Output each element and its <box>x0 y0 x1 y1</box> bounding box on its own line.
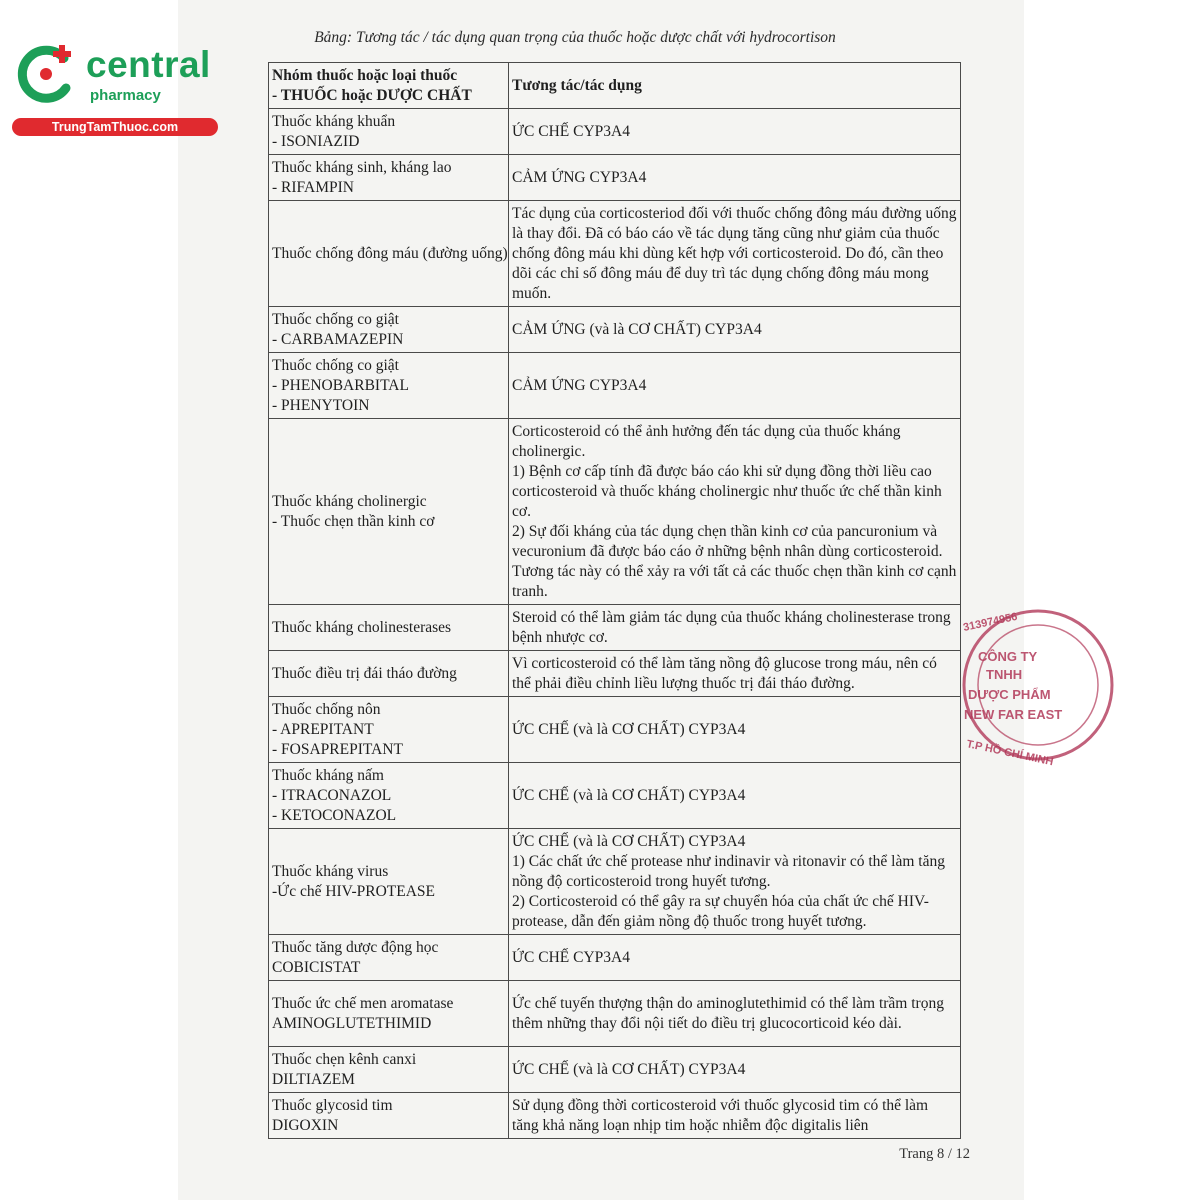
drug-name-line: COBICISTAT <box>272 958 361 976</box>
interaction-text: CẢM ỨNG (và là CƠ CHẤT) CYP3A4 <box>512 320 762 338</box>
drug-group-cell <box>269 419 509 605</box>
interaction-cell <box>509 935 961 981</box>
drug-group-cell <box>269 829 509 935</box>
interaction-text: 1) Các chất ức chế protease như indinavir và ritonavir có thể làm tăng nồng độ corticosteroid trong huyết tương. <box>512 852 945 890</box>
header-drug-group-line: - THUỐC hoặc DƯỢC CHẤT <box>272 86 472 104</box>
drug-name-line: Thuốc chống đông máu (đường uống) <box>272 244 508 262</box>
drug-name-line: - Thuốc chẹn thần kinh cơ <box>272 512 435 530</box>
drug-name-line: Thuốc chẹn kênh canxi <box>272 1050 417 1068</box>
drug-group-cell <box>269 981 509 1047</box>
stamp-text: DƯỢC PHẨM <box>968 687 1051 702</box>
interaction-text: CẢM ỨNG CYP3A4 <box>512 168 647 186</box>
page-number: Trang 8 / 12 <box>899 1146 970 1162</box>
drug-name-line: AMINOGLUTETHIMID <box>272 1014 432 1032</box>
drug-name-line: Thuốc kháng sinh, kháng lao <box>272 158 452 176</box>
drug-group-cell <box>269 353 509 419</box>
brand-name: central <box>86 44 211 85</box>
table-row <box>269 981 961 1047</box>
interaction-cell <box>509 201 961 307</box>
interaction-text: Corticosteroid có thể ảnh hưởng đến tác dụng của thuốc kháng cholinergic. <box>512 422 901 460</box>
interaction-text: ỨC CHẾ CYP3A4 <box>512 122 630 140</box>
drug-group-cell <box>269 651 509 697</box>
drug-group-cell <box>269 201 509 307</box>
interaction-text: Ức chế tuyến thượng thận do aminoglutethimid có thể làm trầm trọng thêm những thay đổi nội tiết do điều trị glucocorticoid kéo dài. <box>512 994 944 1032</box>
drug-name-line: - RIFAMPIN <box>272 178 354 196</box>
drug-name-line: - ITRACONAZOL <box>272 786 392 804</box>
drug-name-line: Thuốc glycosid tim <box>272 1096 393 1114</box>
drug-name-line: - CARBAMAZEPIN <box>272 330 404 348</box>
table-row <box>269 605 961 651</box>
table-row <box>269 1047 961 1093</box>
drug-group-cell <box>269 1047 509 1093</box>
interaction-table <box>268 62 961 1139</box>
table-row <box>269 353 961 419</box>
header-interaction: Tương tác/tác dụng <box>509 63 961 109</box>
drug-name-line: DILTIAZEM <box>272 1070 355 1088</box>
interaction-text: Steroid có thể làm giảm tác dụng của thuốc kháng cholinesterase trong bệnh nhược cơ. <box>512 608 951 646</box>
table-header-row <box>269 63 961 109</box>
drug-name-line: Thuốc điều trị đái tháo đường <box>272 664 457 682</box>
brand-logo[interactable] <box>8 36 218 136</box>
table-row <box>269 1093 961 1139</box>
table-row <box>269 935 961 981</box>
interaction-cell <box>509 763 961 829</box>
drug-name-line: Thuốc kháng khuẩn <box>272 112 396 130</box>
header-drug-group <box>269 63 509 109</box>
interaction-cell <box>509 109 961 155</box>
stamp-text: NEW FAR EAST <box>964 707 1063 722</box>
table-row <box>269 201 961 307</box>
drug-name-line: - KETOCONAZOL <box>272 806 397 824</box>
drug-name-line: - ISONIAZID <box>272 132 360 150</box>
drug-name-line: Thuốc chống co giật <box>272 356 399 374</box>
drug-name-line: Thuốc tăng dược động học <box>272 938 439 956</box>
drug-group-cell <box>269 155 509 201</box>
interaction-text: ỨC CHẾ CYP3A4 <box>512 948 630 966</box>
drug-group-cell <box>269 605 509 651</box>
table-row <box>269 419 961 605</box>
drug-name-line: Thuốc kháng nấm <box>272 766 384 784</box>
drug-name-line: - APREPITANT <box>272 720 374 738</box>
table-row <box>269 155 961 201</box>
table-row <box>269 109 961 155</box>
interaction-text: ỨC CHẾ (và là CƠ CHẤT) CYP3A4 <box>512 720 746 738</box>
interaction-cell <box>509 697 961 763</box>
stamp-text: CÔNG TY <box>978 649 1038 664</box>
interaction-cell <box>509 829 961 935</box>
company-stamp <box>958 605 1063 769</box>
brand-website[interactable]: TrungTamThuoc.com <box>12 118 218 136</box>
drug-name-line: Thuốc ức chế men aromatase <box>272 994 454 1012</box>
stamp-text: T.P HỒ CHÍ MINH <box>965 738 1055 769</box>
interaction-text: ỨC CHẾ (và là CƠ CHẤT) CYP3A4 <box>512 1060 746 1078</box>
drug-name-line: - PHENOBARBITAL <box>272 376 409 394</box>
interaction-text: 1) Bệnh cơ cấp tính đã được báo cáo khi sử dụng đồng thời liều cao corticosteroid và thuốc kháng cholinergic như thuốc ức chế thần kinh cơ. <box>512 462 942 520</box>
central-pharmacy-logo-icon <box>12 40 80 108</box>
interaction-cell <box>509 605 961 651</box>
table-row <box>269 829 961 935</box>
table-row <box>269 697 961 763</box>
interaction-cell <box>509 307 961 353</box>
interaction-text: 2) Sự đối kháng của tác dụng chẹn thần kinh cơ của pancuronium và vecuronium đã được báo cáo ở những bệnh nhân dùng corticosteroid. Tương tác này có thể xảy ra với tất cả các thuốc chẹn thần kinh cơ cạnh tranh. <box>512 522 957 600</box>
interaction-text: ỨC CHẾ (và là CƠ CHẤT) CYP3A4 <box>512 786 746 804</box>
stamp-text: TNHH <box>986 667 1023 682</box>
table-row <box>269 651 961 697</box>
drug-name-line: Thuốc chống nôn <box>272 700 381 718</box>
drug-group-cell <box>269 109 509 155</box>
drug-group-cell <box>269 763 509 829</box>
table-row <box>269 763 961 829</box>
interaction-cell <box>509 155 961 201</box>
interaction-text: Vì corticosteroid có thể làm tăng nồng độ glucose trong máu, nên có thể phải điều chỉnh liều lượng thuốc trị đái tháo đường. <box>512 654 937 692</box>
drug-group-cell <box>269 697 509 763</box>
interaction-cell <box>509 981 961 1047</box>
interaction-cell <box>509 419 961 605</box>
interaction-text: Tác dụng của corticosteriod đối với thuốc chống đông máu đường uống là thay đổi. Đã có báo cáo về tác dụng tăng cũng như giảm của thuốc chống đông máu khi dùng kết hợp với corticosteroid. Do đó, cần theo dõi các chỉ số đông máu để duy trì tác dụng chống đông máu mong muốn. <box>512 204 957 302</box>
drug-name-line: Thuốc kháng virus <box>272 862 389 880</box>
drug-name-line: Thuốc kháng cholinergic <box>272 492 427 510</box>
stamp-text: 313974956 <box>962 610 1019 634</box>
interaction-text: ỨC CHẾ (và là CƠ CHẤT) CYP3A4 <box>512 832 746 850</box>
interaction-text: Sử dụng đồng thời corticosteroid với thuốc glycosid tim có thể làm tăng khả năng loạn nhịp tim hoặc nhiễm độc digitalis liên <box>512 1096 929 1134</box>
drug-group-cell <box>269 1093 509 1139</box>
interaction-cell <box>509 1047 961 1093</box>
drug-name-line: DIGOXIN <box>272 1116 339 1134</box>
drug-group-cell <box>269 935 509 981</box>
interaction-cell <box>509 353 961 419</box>
interaction-text: 2) Corticosteroid có thể gây ra sự chuyển hóa của chất ức chế HIV-protease, dẫn đến giảm nồng độ thuốc trong huyết tương. <box>512 892 929 930</box>
interaction-cell <box>509 651 961 697</box>
drug-name-line: Thuốc kháng cholinesterases <box>272 618 452 636</box>
interaction-text: CẢM ỨNG CYP3A4 <box>512 376 647 394</box>
brand-subtitle: pharmacy <box>90 87 161 104</box>
interaction-cell <box>509 1093 961 1139</box>
table-caption: Bảng: Tương tác / tác dụng quan trọng của thuốc hoặc dược chất với hydrocortison <box>314 29 836 46</box>
drug-group-cell <box>269 307 509 353</box>
drug-name-line: - PHENYTOIN <box>272 396 370 414</box>
header-drug-group-line: Nhóm thuốc hoặc loại thuốc <box>272 66 458 84</box>
drug-name-line: Thuốc chống co giật <box>272 310 399 328</box>
drug-name-line: -Ức chế HIV-PROTEASE <box>272 882 435 900</box>
table-row <box>269 307 961 353</box>
drug-name-line: - FOSAPREPITANT <box>272 740 403 758</box>
